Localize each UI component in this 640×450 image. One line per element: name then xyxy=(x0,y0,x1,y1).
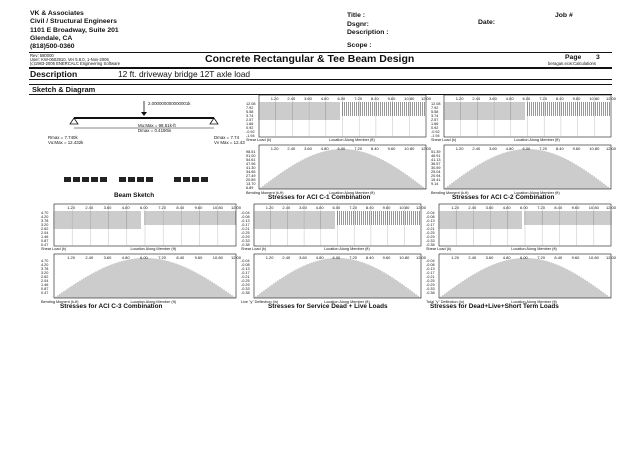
tick-label: 3.60 xyxy=(489,96,497,101)
moment-value: -0.25 xyxy=(241,279,250,283)
shear-value: -0.25 xyxy=(241,231,250,235)
tick-label: 1.20 xyxy=(270,146,279,151)
caption-aci-c3: Stresses for ACI C-3 Combination xyxy=(60,303,163,310)
moment-value: 34.65 xyxy=(246,170,256,174)
moment-value: -0.33 xyxy=(426,287,435,291)
shear-value: -0.25 xyxy=(426,231,435,235)
shear-value: -0.13 xyxy=(241,219,250,223)
tick-label: 7.20 xyxy=(354,146,362,151)
tick-label: 2.40 xyxy=(468,205,477,210)
caption-short-term: Stresses for Dead+Live+Short Term Loads xyxy=(430,303,559,310)
vmax-label: Vv Max = 12.43 xyxy=(214,140,245,145)
moment-value: 20.94 xyxy=(431,174,441,178)
moment-value: 30.59 xyxy=(431,166,441,170)
shear-value: -0.92 xyxy=(431,130,440,134)
shear-axis-title: Shear Load (k) xyxy=(431,138,457,142)
deflection-max-label: Dmax = 0.4190in xyxy=(138,128,172,133)
tick-label: 10.80 xyxy=(589,146,600,151)
moment-value: -0.33 xyxy=(241,287,250,291)
tick-label: 1.20 xyxy=(265,205,274,210)
moment-value: -0.38 xyxy=(426,291,435,295)
tick-label: 10.80 xyxy=(212,255,223,260)
tick-label: 9.60 xyxy=(382,205,391,210)
tick-label: 7.20 xyxy=(349,255,357,260)
moment-axis-title: Bending Moment (k-ft) xyxy=(431,191,469,195)
axis-title: Location Along Member (ft) xyxy=(329,138,375,142)
shear-value: 7.92 xyxy=(431,106,439,110)
tick-label: 2.40 xyxy=(472,146,481,151)
tick-label: 7.20 xyxy=(158,255,166,260)
tick-label: 8.40 xyxy=(365,205,374,210)
tick-label: 6.00 xyxy=(140,205,148,210)
page-number: 3 xyxy=(596,54,600,61)
tick-label: 7.20 xyxy=(349,205,357,210)
moment-value: 9.14 xyxy=(431,182,439,186)
moment-value: 51.39 xyxy=(431,150,441,154)
tick-label: 8.40 xyxy=(365,255,374,260)
shear-value: -0.21 xyxy=(426,227,435,231)
shear-value: -0.08 xyxy=(426,215,435,219)
tick-label: 3.60 xyxy=(299,255,307,260)
tick-label: 10.80 xyxy=(589,96,600,101)
panel-short-term xyxy=(425,202,615,310)
shear-value: -0.04 xyxy=(426,211,435,215)
tick-label: 3.60 xyxy=(304,96,312,101)
tick-label: 7.20 xyxy=(539,96,547,101)
shear-value: -0.92 xyxy=(246,130,255,134)
tick-label: 4.80 xyxy=(320,96,329,101)
company-phone: (818)500-0360 xyxy=(30,43,75,50)
moment-frame xyxy=(54,254,236,298)
tick-label: 6.00 xyxy=(522,96,531,101)
moment-value: 46.91 xyxy=(431,154,441,158)
moment-value: -0.13 xyxy=(241,267,250,271)
shear-value: 3.74 xyxy=(431,114,439,118)
moment-value: -0.04 xyxy=(241,259,250,263)
moment-value: 0.47 xyxy=(41,291,49,295)
copyright-info: (c)1983-2006 ENERCALC Engineering Software xyxy=(30,61,121,66)
moment-axis-title: Total "y" Deflection (in) xyxy=(426,300,465,304)
beam-sketch-caption: Beam Sketch xyxy=(114,192,155,199)
shear-value: -0.21 xyxy=(241,227,250,231)
shear-value: 0.87 xyxy=(41,239,49,243)
moment-value: -0.29 xyxy=(241,283,250,287)
moment-value: 2.62 xyxy=(41,275,49,279)
tick-label: 3.60 xyxy=(299,205,307,210)
axis-title: Location Along Member (ft) xyxy=(514,138,560,142)
moment-value: -0.25 xyxy=(426,279,435,283)
moment-value: 98.51 xyxy=(246,150,256,154)
tick-label: 1.20 xyxy=(270,96,279,101)
moment-value: 1.46 xyxy=(41,283,49,287)
rmax-label: Rmax = 7.740k xyxy=(48,135,78,140)
description-value: 12 ft. driveway bridge 12T axle load xyxy=(118,69,251,79)
tick-label: 1.20 xyxy=(455,146,464,151)
shear-value: 4.70 xyxy=(41,211,49,215)
tick-label: 8.40 xyxy=(370,146,379,151)
shear-value: -0.38 xyxy=(426,243,435,247)
tick-label: 10.80 xyxy=(399,255,410,260)
shear-value: 2.57 xyxy=(431,118,439,122)
moment-value: -0.08 xyxy=(241,263,250,267)
user-info: User: KW-0602910, Ver 5.8.0, 1-Nov-2006 xyxy=(30,57,109,62)
shear-value: -0.04 xyxy=(241,211,250,215)
shear-value: 12.08 xyxy=(431,102,441,106)
tick-label: 4.80 xyxy=(502,255,511,260)
scope-label: Scope : xyxy=(347,42,372,49)
moment-value: 13.70 xyxy=(246,182,256,186)
caption-service: Stresses for Service Dead + Live Loads xyxy=(268,303,388,310)
vumax-label: Vu:Max = 12.432k xyxy=(48,140,84,145)
moment-value: -0.13 xyxy=(426,267,435,271)
tick-label: 9.60 xyxy=(571,255,580,260)
tick-label: 4.80 xyxy=(505,96,514,101)
shear-value: -1.94 xyxy=(431,134,440,138)
moment-value: 54.61 xyxy=(246,158,256,162)
shear-value: 2.62 xyxy=(41,227,49,231)
tick-label: 8.40 xyxy=(555,96,564,101)
tick-label: 3.60 xyxy=(103,255,112,260)
moment-value: 6.89 xyxy=(246,186,254,190)
tick-label: 2.40 xyxy=(85,205,94,210)
tick-label: 3.60 xyxy=(489,146,497,151)
tick-label: 12.00 xyxy=(606,255,617,260)
designer-label: Dsgnr: xyxy=(347,21,369,28)
tick-label: 6.00 xyxy=(520,205,528,210)
tick-label: 2.40 xyxy=(282,255,291,260)
tick-label: 8.40 xyxy=(555,146,564,151)
tick-label: 4.80 xyxy=(505,146,514,151)
shear-axis-title: Shear Load (k) xyxy=(246,138,272,142)
tick-label: 10.80 xyxy=(212,205,223,210)
tick-label: 2.40 xyxy=(287,96,296,101)
shear-value: -0.33 xyxy=(241,239,250,243)
company-street: 1101 E Broadway, Suite 201 xyxy=(30,27,119,34)
moment-value: 41.30 xyxy=(246,166,256,170)
moment-value: -0.17 xyxy=(426,271,435,275)
tick-label: 4.80 xyxy=(320,146,329,151)
tick-label: 7.20 xyxy=(537,205,545,210)
shear-value: 12.08 xyxy=(246,102,256,106)
moment-value: 15.41 xyxy=(431,178,441,182)
axis-title: Location Along Member (ft) xyxy=(329,191,375,195)
point-load-label: 2.000000000000001k xyxy=(148,101,191,106)
panel-aci-c2 xyxy=(430,93,615,203)
caption-aci-c1: Stresses for ACI C-1 Combination xyxy=(268,194,371,201)
tick-label: 12.00 xyxy=(421,146,432,151)
shear-value: 5.58 xyxy=(246,110,254,114)
company-name: VK & Associates xyxy=(30,10,84,17)
tick-label: 12.00 xyxy=(421,96,432,101)
tick-label: 1.20 xyxy=(451,205,459,210)
shear-value: 1.66 xyxy=(431,122,439,126)
tick-label: 9.60 xyxy=(572,96,581,101)
tick-label: 12.00 xyxy=(606,96,617,101)
shear-axis-title: Shear Load (k) xyxy=(241,247,267,251)
tick-label: 9.60 xyxy=(194,205,203,210)
company-city: Glendale, CA xyxy=(30,35,73,42)
shear-value: 1.66 xyxy=(246,122,254,126)
tick-label: 6.00 xyxy=(520,255,528,260)
shear-value: 0.92 xyxy=(431,126,439,130)
moment-value: 25.04 xyxy=(431,170,441,174)
shear-value: 3.74 xyxy=(246,114,254,118)
panel-aci-c3 xyxy=(40,202,240,310)
moment-value: 3.78 xyxy=(41,267,49,271)
tick-label: 4.80 xyxy=(121,255,130,260)
tick-label: 4.80 xyxy=(315,205,324,210)
tick-label: 8.40 xyxy=(176,205,185,210)
tick-label: 10.80 xyxy=(588,205,599,210)
tick-label: 8.40 xyxy=(554,255,563,260)
tick-label: 6.00 xyxy=(332,255,341,260)
tick-label: 9.60 xyxy=(572,146,581,151)
tick-label: 8.40 xyxy=(370,96,379,101)
shear-value: 4.20 xyxy=(41,215,49,219)
tick-label: 10.80 xyxy=(404,96,415,101)
tick-label: 10.80 xyxy=(404,146,415,151)
beam-sketch xyxy=(44,95,244,205)
moment-value: -0.17 xyxy=(241,271,250,275)
shear-value: -0.29 xyxy=(426,235,435,239)
tick-label: 12.00 xyxy=(416,255,427,260)
tick-label: 12.00 xyxy=(416,205,427,210)
axis-title: Location Along Member (ft) xyxy=(130,247,177,251)
tick-label: 2.40 xyxy=(287,146,296,151)
tick-label: 4.80 xyxy=(502,205,511,210)
shear-value: -0.33 xyxy=(426,239,435,243)
tick-label: 12.00 xyxy=(606,205,617,210)
moment-axis-title: Bending Moment (k-ft) xyxy=(246,191,284,195)
shear-value: 1.46 xyxy=(41,235,49,239)
axis-title: Location Along Member (ft) xyxy=(324,300,370,304)
moment-axis-title: Bending Moment (k-ft) xyxy=(41,300,79,304)
shear-value: 0.92 xyxy=(246,126,254,130)
tick-label: 2.40 xyxy=(472,96,481,101)
moment-value: -0.38 xyxy=(241,291,250,295)
tick-label: 4.80 xyxy=(315,255,324,260)
page-label: Page xyxy=(565,54,582,61)
tick-label: 3.60 xyxy=(304,146,312,151)
rev-info: Rev: 580000 xyxy=(30,53,54,58)
tick-label: 7.20 xyxy=(354,96,362,101)
shear-value: -0.17 xyxy=(426,223,435,227)
description-label: Description xyxy=(30,69,78,79)
moment-value: 47.96 xyxy=(246,162,256,166)
moment-value: -0.21 xyxy=(241,275,250,279)
moment-value: 41.13 xyxy=(431,158,441,162)
tick-label: 1.20 xyxy=(67,255,75,260)
moment-value: -0.08 xyxy=(426,263,435,267)
tick-label: 1.20 xyxy=(67,205,75,210)
job-label: Job # xyxy=(555,12,573,19)
shear-value: 3.78 xyxy=(41,219,49,223)
moment-value: 27.49 xyxy=(246,174,256,178)
moment-value: 2.04 xyxy=(41,279,49,283)
shear-value: -0.13 xyxy=(426,219,435,223)
tick-label: 3.60 xyxy=(485,205,494,210)
moment-value: 4.20 xyxy=(41,263,49,267)
shear-value: 3.20 xyxy=(41,223,49,227)
shear-value: -0.17 xyxy=(241,223,250,227)
document-title: Concrete Rectangular & Tee Beam Design xyxy=(205,53,415,65)
title-label: Title : xyxy=(347,12,366,19)
tick-label: 9.60 xyxy=(571,205,580,210)
shear-axis-title: Shear Load (k) xyxy=(41,247,67,251)
tick-label: 12.00 xyxy=(231,255,242,260)
company-department: Civil / Structural Engineers xyxy=(30,18,117,25)
axis-title: Location Along Member (ft) xyxy=(511,300,557,304)
tick-label: 7.20 xyxy=(537,255,545,260)
tick-label: 2.40 xyxy=(85,255,94,260)
moment-value: -0.21 xyxy=(426,275,435,279)
shear-value: -1.94 xyxy=(246,134,255,138)
tick-label: 9.60 xyxy=(387,146,396,151)
moment-value: -0.04 xyxy=(426,259,435,263)
shear-value: -0.08 xyxy=(241,215,250,219)
shear-value: 7.92 xyxy=(246,106,254,110)
moment-value: 0.87 xyxy=(41,287,49,291)
tick-label: 3.60 xyxy=(103,205,112,210)
axis-title: Location Along Member (ft) xyxy=(511,247,557,251)
shear-value: -0.29 xyxy=(241,235,250,239)
tick-label: 9.60 xyxy=(194,255,203,260)
dmax-label: Dmax = 7.74 xyxy=(214,135,240,140)
caption-aci-c2: Stresses for ACI C-2 Combination xyxy=(452,194,555,201)
tick-label: 6.00 xyxy=(337,96,346,101)
panel-aci-c1 xyxy=(245,93,430,203)
tick-label: 12.00 xyxy=(606,146,617,151)
tick-label: 2.40 xyxy=(468,255,477,260)
axis-title: Location Along Member (ft) xyxy=(324,247,370,251)
tick-label: 8.40 xyxy=(176,255,185,260)
axis-title: Location Along Member (ft) xyxy=(130,300,177,304)
tick-label: 9.60 xyxy=(387,96,396,101)
moment-axis-title: Live "y" Deflection (in) xyxy=(241,300,279,304)
tick-label: 7.20 xyxy=(158,205,166,210)
moment-value: 91.00 xyxy=(246,154,256,158)
shear-value: 2.04 xyxy=(41,231,49,235)
tick-label: 8.40 xyxy=(554,205,563,210)
shear-value: 5.58 xyxy=(431,110,439,114)
tick-label: 6.00 xyxy=(332,205,341,210)
tick-label: 1.20 xyxy=(455,96,464,101)
tick-label: 10.80 xyxy=(588,255,599,260)
shear-value: 2.57 xyxy=(246,118,254,122)
tick-label: 1.20 xyxy=(451,255,459,260)
tick-label: 6.00 xyxy=(140,255,148,260)
tick-label: 7.20 xyxy=(539,146,547,151)
moment-value: 20.89 xyxy=(246,178,256,182)
moment-value: 36.57 xyxy=(431,162,441,166)
panel-service xyxy=(240,202,425,310)
tick-label: 2.40 xyxy=(282,205,291,210)
shear-axis-title: Shear Load (k) xyxy=(426,247,452,251)
tick-label: 9.60 xyxy=(382,255,391,260)
moment-value: 3.20 xyxy=(41,271,49,275)
axis-title: Location Along Member (ft) xyxy=(514,191,560,195)
moment-value: -0.29 xyxy=(426,283,435,287)
tick-label: 6.00 xyxy=(337,146,346,151)
tick-label: 1.20 xyxy=(265,255,274,260)
tick-label: 12.00 xyxy=(231,205,242,210)
tick-label: 6.00 xyxy=(522,146,531,151)
tick-label: 3.60 xyxy=(485,255,494,260)
tick-label: 10.80 xyxy=(399,205,410,210)
shear-value: 0.47 xyxy=(41,243,49,247)
moment-value: 4.70 xyxy=(41,259,49,263)
date-label: Date: xyxy=(478,19,495,26)
description-field-label: Description : xyxy=(347,29,389,36)
file-name: beragan.ecw:Calculations xyxy=(548,61,596,66)
section-title: Sketch & Diagram xyxy=(32,85,96,94)
moment-max-label: Mu:Max = 98.51k-ft xyxy=(138,123,176,128)
shear-value: -0.38 xyxy=(241,243,250,247)
tick-label: 4.80 xyxy=(121,205,130,210)
